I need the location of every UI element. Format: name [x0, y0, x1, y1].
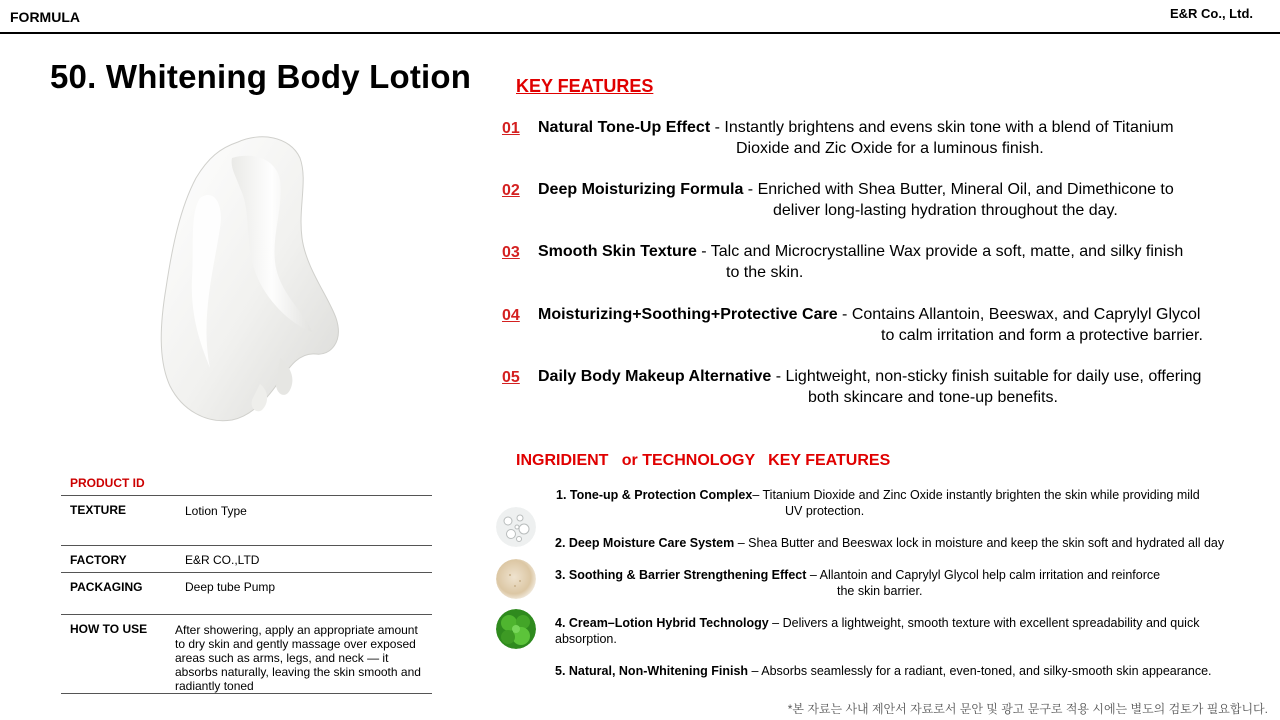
feature-number: 03 [502, 244, 520, 261]
table-rule [61, 495, 432, 496]
ingredient-text: – Absorbs seamlessly for a radiant, even-toned, and silky-smooth skin appearance. [748, 664, 1212, 678]
feature-name: Daily Body Makeup Alternative [538, 368, 772, 385]
powder-icon [496, 559, 536, 599]
ingredient-text: – Titanium Dioxide and Zinc Oxide instantly brighten the skin while providing mild [752, 488, 1200, 502]
feature-text-cont: to calm irritation and form a protective barrier. [881, 327, 1203, 344]
ingredient-name: 5. Natural, Non-Whitening Finish [555, 664, 749, 678]
feature-item [500, 366, 1270, 410]
ingredient-name: 2. Deep Moisture Care System [555, 536, 735, 550]
feature-text-cont: to the skin. [726, 264, 804, 281]
green-leaves-icon [496, 609, 536, 649]
ingredient-item [555, 487, 1270, 519]
factory-value: E&R CO.,LTD [185, 553, 260, 567]
feature-name: Smooth Skin Texture [538, 243, 697, 260]
feature-item [500, 179, 1270, 223]
feature-text: - Enriched with Shea Butter, Mineral Oil, and Dimethicone to [743, 181, 1174, 198]
feature-text: - Contains Allantoin, Beeswax, and Caprylyl Glycol [837, 306, 1201, 323]
ingredient-name: 4. Cream–Lotion Hybrid Technology [555, 616, 769, 630]
feature-item [500, 117, 1270, 161]
ingredient-text-cont: UV protection. [785, 504, 865, 518]
lotion-swatch-image [140, 128, 350, 428]
ingredient-text: – Delivers a lightweight, smooth texture with excellent spreadability and quick [768, 616, 1200, 630]
feature-item [500, 241, 1270, 285]
ingredient-text-cont: absorption. [555, 632, 617, 646]
table-rule [61, 545, 432, 546]
ingredient-item [555, 567, 1270, 599]
feature-text: - Lightweight, non-sticky finish suitable for daily use, offering [771, 368, 1202, 385]
texture-value: Lotion Type [185, 504, 247, 518]
ingredient-text: – Shea Butter and Beeswax lock in moisture and keep the skin soft and hydrated all day [734, 536, 1225, 550]
product-id-label: PRODUCT ID [70, 476, 145, 490]
table-rule [61, 693, 432, 694]
how-to-use-key: HOW TO USE [70, 622, 148, 636]
header-divider [0, 32, 1280, 34]
packaging-value: Deep tube Pump [185, 580, 276, 594]
ingredient-name: 3. Soothing & Barrier Strengthening Effect [555, 568, 807, 582]
page-title: 50. Whitening Body Lotion [50, 58, 472, 95]
feature-name: Moisturizing+Soothing+Protective Care [538, 306, 838, 323]
how-to-use-value: After showering, apply an appropriate amount to dry skin and gently massage over exposed areas such as arms, legs, and neck — it absorbs naturally, leaving the skin smooth and radiantly toned [175, 623, 421, 693]
feature-number: 05 [502, 369, 520, 386]
feature-text: - Instantly brightens and evens skin tone with a blend of Titanium [710, 119, 1174, 136]
packaging-key: PACKAGING [70, 580, 143, 594]
header-company-label: E&R Co., Ltd. [1169, 6, 1253, 21]
feature-text-cont: both skincare and tone-up benefits. [808, 389, 1058, 406]
footer-disclaimer: *본 자료는 사내 제안서 자료로서 문안 및 광고 문구로 적용 시에는 별도의 검토가 필요합니다. [787, 702, 1268, 716]
table-rule [61, 614, 432, 615]
ingredient-text-cont: the skin barrier. [837, 584, 923, 598]
feature-number: 01 [502, 120, 520, 137]
texture-key: TEXTURE [70, 503, 127, 517]
feature-number: 02 [502, 182, 520, 199]
header-formula-label: FORMULA [10, 9, 80, 25]
water-droplets-icon [496, 507, 536, 547]
ingredient-item [555, 615, 1270, 647]
feature-name: Natural Tone-Up Effect [538, 119, 711, 136]
ingredient-item [555, 663, 1270, 679]
feature-text-cont: Dioxide and Zic Oxide for a luminous finish. [736, 140, 1044, 157]
feature-number: 04 [502, 307, 520, 324]
ingredient-section-title: INGRIDIENT or TECHNOLOGY KEY FEATURES [516, 452, 891, 469]
feature-text: - Talc and Microcrystalline Wax provide a soft, matte, and silky finish [696, 243, 1184, 260]
ingredient-text: – Allantoin and Caprylyl Glycol help calm irritation and reinforce [806, 568, 1161, 582]
factory-key: FACTORY [70, 553, 127, 567]
feature-item [500, 304, 1270, 348]
feature-text-cont: deliver long-lasting hydration throughout the day. [773, 202, 1118, 219]
feature-name: Deep Moisturizing Formula [538, 181, 744, 198]
ingredient-item [555, 535, 1270, 551]
table-rule [61, 572, 432, 573]
key-features-title: KEY FEATURES [516, 76, 654, 96]
ingredient-name: 1. Tone-up & Protection Complex [556, 488, 753, 502]
